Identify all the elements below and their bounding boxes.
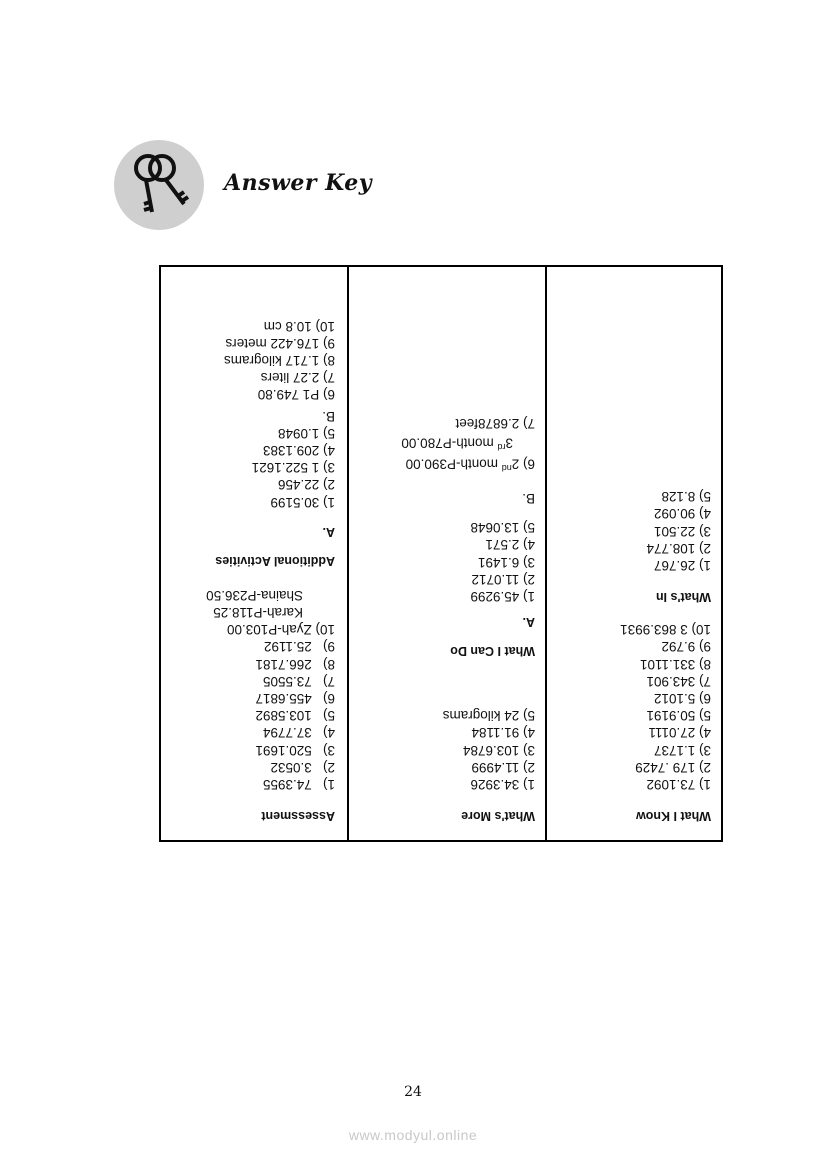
column-assessment	[161, 267, 347, 840]
list-item: 2) 179 .7429	[635, 759, 711, 775]
footer-watermark: www.modyul.online	[348, 1127, 478, 1143]
what-i-know-heading: What I Know	[636, 809, 711, 823]
list-item: 8) 331.1101	[639, 656, 711, 672]
what-i-can-do-heading: What I Can Do	[450, 643, 535, 658]
list-item: 5) 13.0648	[470, 520, 535, 536]
page-title: Answer Key	[224, 170, 373, 196]
list-item: 2) 22.456	[277, 477, 335, 493]
assessment-heading: Assessment	[261, 809, 335, 823]
list-item: 1) 45.9299	[470, 588, 535, 604]
list-item: 6) 5.1012	[653, 690, 711, 706]
list-item: 1) 30.5199	[270, 494, 335, 510]
list-item: 10) 3 863.9931	[620, 622, 711, 638]
list-item: 2) 11.4999	[471, 759, 535, 775]
list-item: 2) 3.0532	[270, 759, 335, 775]
list-item: Shaina-P236.50	[206, 587, 303, 603]
list-item: 4) 90.092	[653, 506, 711, 522]
list-item: 4) 2.571	[485, 537, 535, 553]
list-item: 2) 11.0712	[471, 571, 535, 587]
list-item: 3) 6.1491	[477, 554, 535, 570]
list-item: 6) 2nd month-P390.00	[405, 456, 535, 473]
list-item: 3) 520.1691	[255, 742, 335, 758]
keys-badge	[114, 140, 204, 230]
list-item: 10) 10.8 cm	[263, 318, 335, 334]
list-item: 5) 8.128	[661, 489, 711, 505]
list-item: 5) 1.0948	[277, 425, 335, 441]
subsection-a-label: A.	[322, 524, 335, 539]
list-item: 5) 24 kilograms	[442, 708, 535, 724]
subsection-a-label: A.	[522, 614, 535, 629]
list-item: 9) 25.1192	[263, 639, 335, 655]
list-item: 5) 103.5892	[255, 708, 335, 724]
whats-more-heading: What's More	[461, 809, 535, 823]
subsection-b-label: B.	[522, 490, 535, 506]
list-item: 5) 50.9191	[646, 708, 711, 724]
list-item: 7) 73.5505	[262, 673, 335, 689]
list-item: 4) 27.0111	[648, 725, 711, 741]
whats-in-heading: What's In	[655, 589, 711, 604]
list-item: 7) 2.6878feet	[455, 416, 535, 432]
list-item: 1) 73.1092	[646, 777, 711, 792]
list-item: 3) 103.6784	[462, 742, 535, 758]
list-item: 3) 1 522.1621	[251, 460, 335, 476]
list-item: 3rd month-P780.00	[401, 435, 513, 453]
additional-activities-heading: Additional Activities	[215, 553, 335, 568]
list-item: 1) 74.3955	[262, 777, 335, 792]
subsection-b-label: B.	[322, 408, 335, 424]
list-item: 1) 26.767	[653, 557, 711, 573]
list-item: 3) 22.501	[653, 523, 711, 539]
list-item: 4) 91.1184	[471, 725, 535, 741]
list-item: 7) 2.27 liters	[260, 370, 335, 386]
list-item: 8) 266.7181	[255, 656, 335, 672]
answer-key-table	[159, 265, 723, 842]
list-item: 4) 37.7794	[262, 725, 335, 741]
page-number: 24	[404, 1084, 422, 1100]
list-item: 10) Zyah-P103.00	[226, 622, 335, 638]
list-item: 7) 343.901	[646, 673, 711, 689]
list-item: 6) P1 749.80	[257, 387, 335, 403]
list-item: 3) 1.1737	[653, 742, 711, 758]
list-item: 1) 34.3926	[470, 777, 535, 792]
list-item: 4) 209.1383	[262, 442, 335, 458]
list-item: 9) 176.422 meters	[225, 335, 335, 351]
list-item: 9) 9.792	[661, 639, 711, 655]
list-item: 2) 108.774	[646, 540, 711, 556]
column-whats-more	[347, 267, 545, 840]
list-item: 8) 1.717 kilograms	[223, 352, 335, 368]
column-what-i-know	[545, 267, 721, 840]
list-item: 6) 455.6817	[255, 690, 335, 706]
keys-icon	[114, 140, 204, 230]
list-item: Karah-P118.25	[213, 604, 303, 620]
